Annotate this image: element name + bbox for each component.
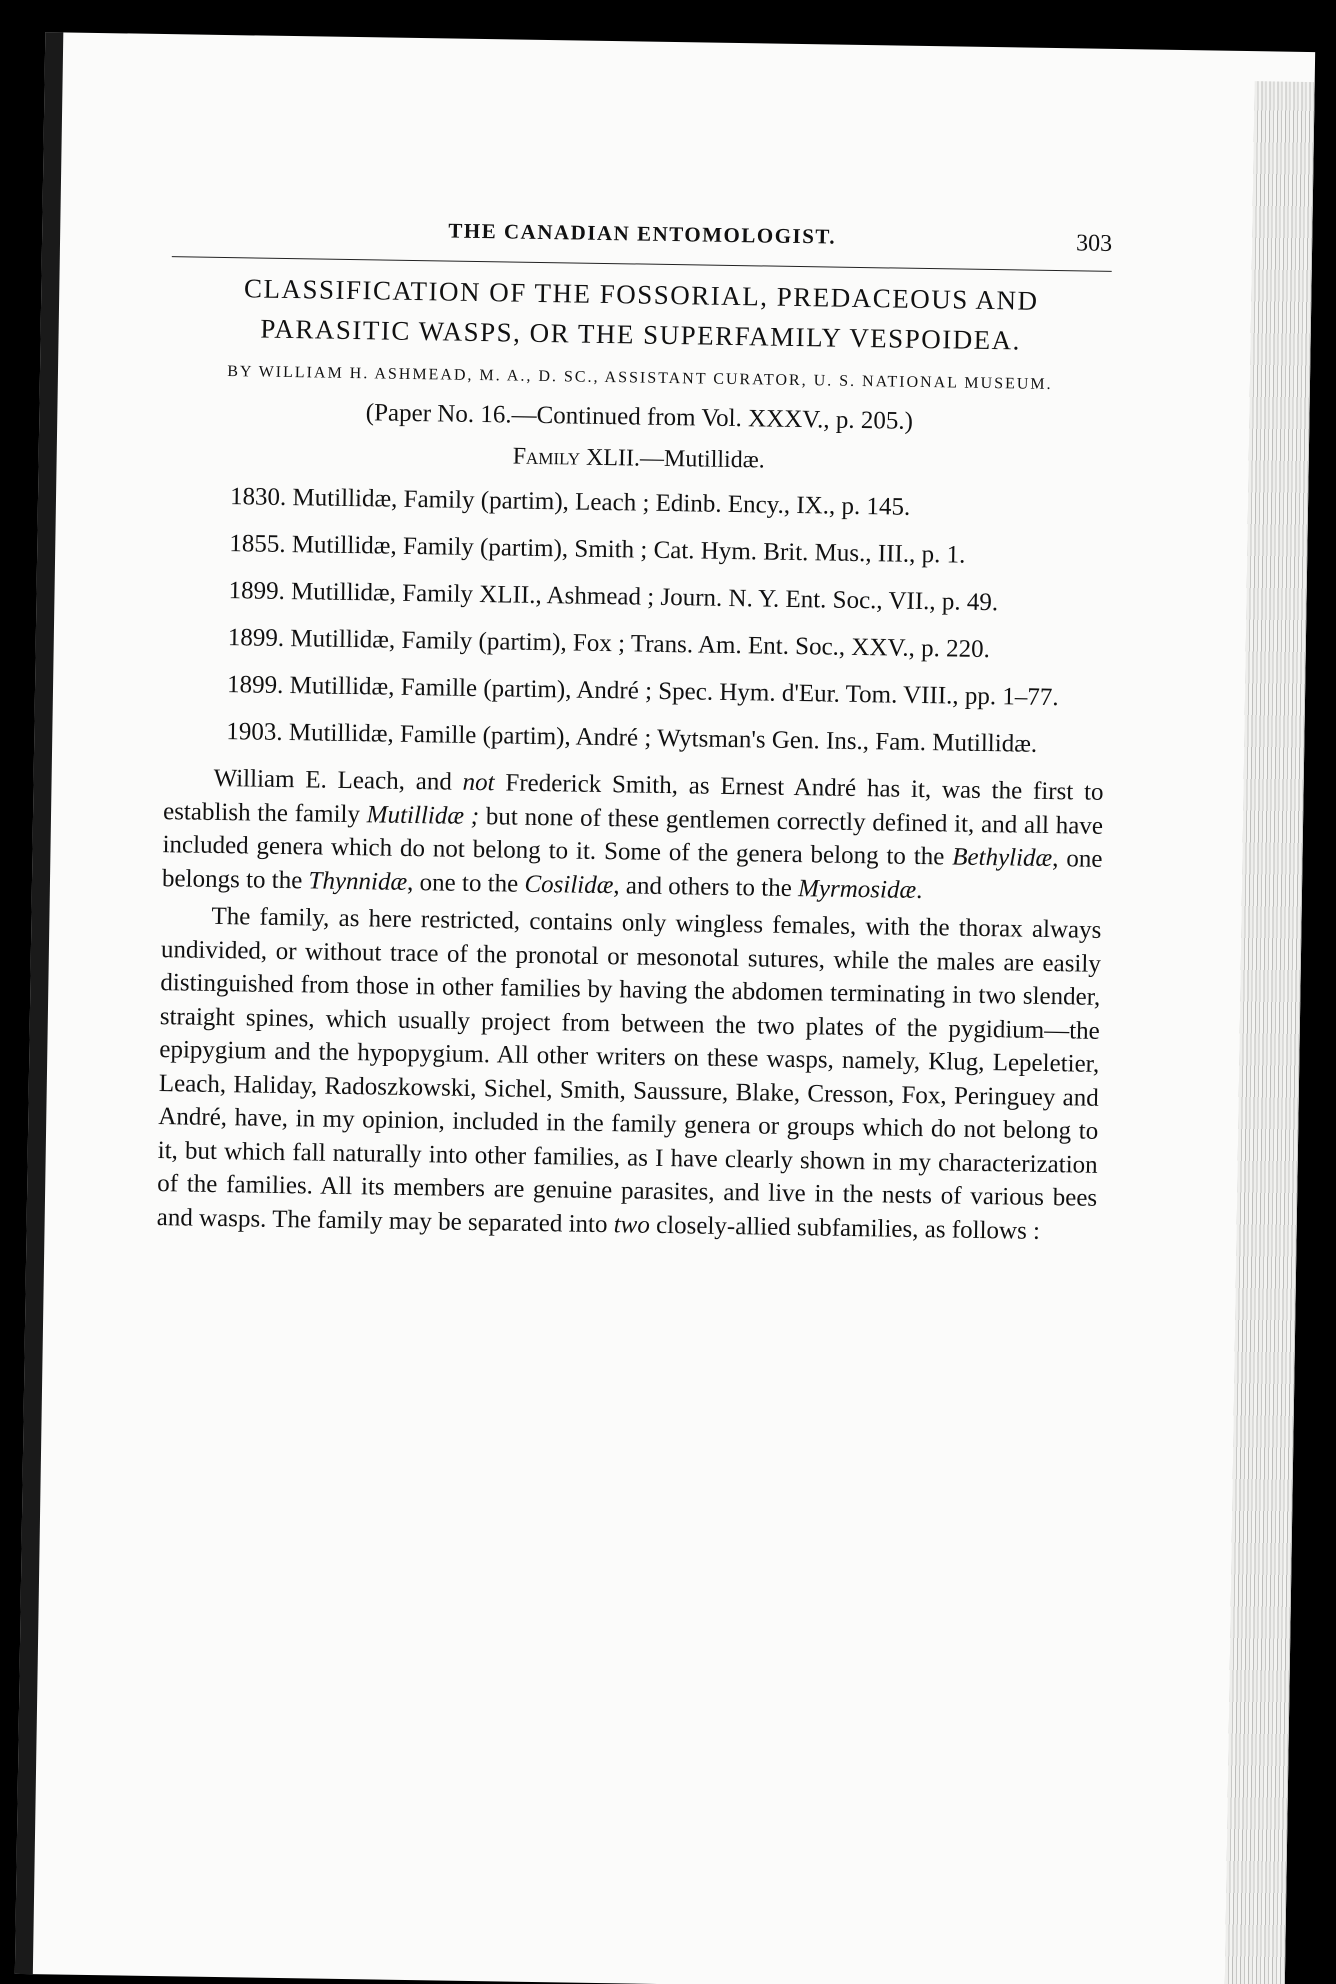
book-page bbox=[15, 32, 1315, 1984]
text-run: closely-allied subfamilies, as follows : bbox=[649, 1211, 1041, 1245]
citation-item: 1899. Mutillidæ, Family (partim), Fox ; Trans. Am. Ent. Soc., XXV., p. 220. bbox=[227, 624, 991, 664]
page-edges bbox=[1224, 81, 1314, 1984]
family-word: Family bbox=[512, 443, 581, 471]
citation-item: 1855. Mutillidæ, Family (partim), Smith ; Cat. Hym. Brit. Mus., III., p. 1. bbox=[229, 530, 966, 569]
article-title: CLASSIFICATION OF THE FOSSORIAL, PREDACEOUS AND PARASITIC WASPS, OR THE SUPERFAMILY VESPOIDEA. bbox=[243, 273, 1039, 356]
italic-run: two bbox=[613, 1210, 651, 1239]
italic-run: Bethylidæ bbox=[952, 843, 1053, 873]
text-run: . bbox=[915, 876, 923, 904]
text-run: The family, as here restricted, contains only wingless females, with the thorax always undivided, or without trace of the pronotal or mesonotal sutures, while the males are easily distinguished from those in other families by having the abdomen terminating in two slender, straight spines, which usually project from between the two plates of the pygidium—the epipygium and the hypopygium. All other writers on these wasps, namely, Klug, Lepeletier, Leach, Haliday, Radoszkowski, Sichel, Smith, Saussure, Blake, Cresson, Fox, Peringuey and André, have, in my opinion, included in the family genera or groups which do not belong to it, but which fall naturally into other families, as I have clearly shown in my characterization of the families. All its members are genuine parasites, and live in the nests of various bees and wasps. The family may be separated into bbox=[156, 902, 1102, 1238]
italic-run: Mutillidæ ; bbox=[366, 800, 480, 830]
journal-title: THE CANADIAN ENTOMOLOGIST. bbox=[448, 218, 837, 249]
italic-run: Cosilidæ bbox=[524, 870, 614, 899]
text-run: , and others to the bbox=[613, 871, 799, 902]
body-paragraph-2 bbox=[156, 899, 1101, 1249]
text-run: William E. Leach, and bbox=[213, 764, 463, 796]
citation-item: 1899. Mutillidæ, Family XLII., Ashmead ; Journ. N. Y. Ent. Soc., VII., p. 49. bbox=[228, 577, 999, 617]
italic-run: Thynnidæ bbox=[308, 866, 408, 896]
citation-item: 1830. Mutillidæ, Family (partim), Leach ; Edinb. Ency., IX., p. 145. bbox=[229, 483, 911, 521]
italic-run: not bbox=[462, 768, 495, 797]
paper-note: (Paper No. 16.—Continued from Vol. XXXV., p. 205.) bbox=[365, 399, 914, 435]
text-run: but none of these gentlemen correctly defined it, and all have included genera which do not belong to it. Some of the genera belong to the bbox=[162, 802, 1104, 871]
body-paragraph-1 bbox=[162, 761, 1104, 910]
citation-item: 1903. Mutillidæ, Famille (partim), André ; Wytsman's Gen. Ins., Fam. Mutillidæ. bbox=[226, 718, 1038, 758]
page-number: 303 bbox=[1075, 230, 1113, 257]
text-run: , one belongs to the bbox=[161, 845, 1103, 894]
page-text-block bbox=[156, 214, 1112, 1249]
synonymy-citations bbox=[164, 479, 1108, 762]
family-heading bbox=[169, 438, 1109, 480]
text-run: , one to the bbox=[406, 868, 525, 898]
family-heading-rest: XLII.—Mutillidæ. bbox=[579, 444, 765, 474]
author-byline: BY WILLIAM H. ASHMEAD, M. A., D. SC., ASSISTANT CURATOR, U. S. NATIONAL MUSEUM. bbox=[227, 363, 1053, 394]
binding-shadow bbox=[15, 32, 64, 1974]
text-run: Frederick Smith, as Ernest André has it, was the first to establish the family bbox=[162, 769, 1104, 828]
running-head bbox=[172, 214, 1113, 269]
citation-item: 1899. Mutillidæ, Famille (partim), André ; Spec. Hym. d'Eur. Tom. VIII., pp. 1–77. bbox=[226, 671, 1059, 712]
italic-run: Myrmosidæ bbox=[797, 874, 917, 904]
